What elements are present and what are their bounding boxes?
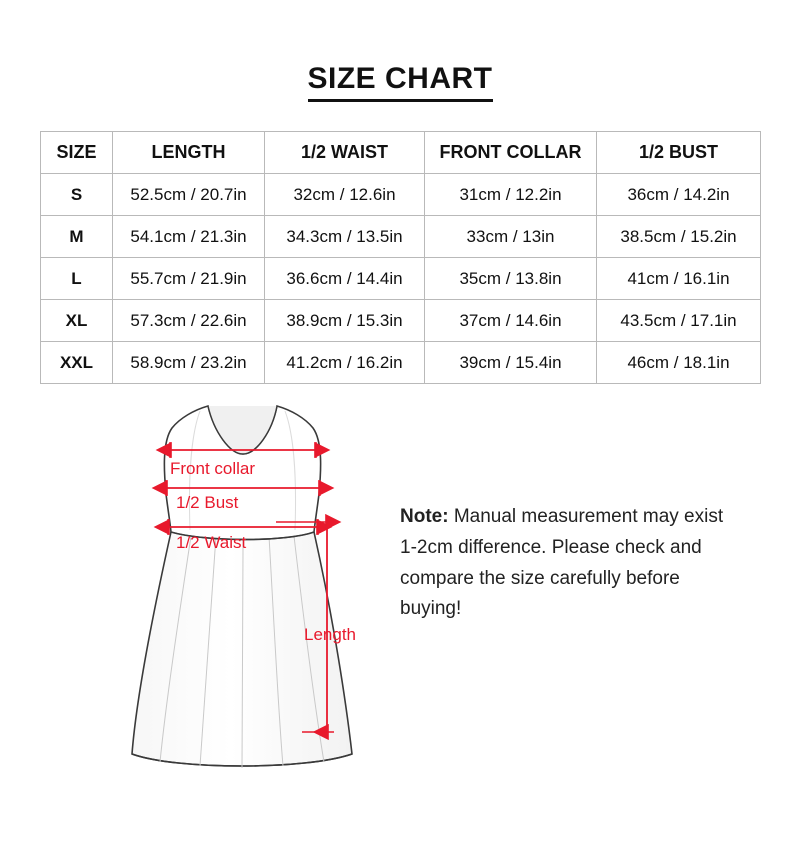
size-chart-table-container — [40, 131, 760, 384]
diagram-and-note-area — [0, 402, 800, 822]
cell-length: 55.7cm / 21.9in — [113, 258, 265, 300]
cell-half-bust: 46cm / 18.1in — [597, 342, 761, 384]
column-header-length: LENGTH — [113, 132, 265, 174]
cell-half-bust: 36cm / 14.2in — [597, 174, 761, 216]
label-front-collar: Front collar — [170, 459, 256, 478]
cell-front-collar: 39cm / 15.4in — [425, 342, 597, 384]
table-row — [41, 174, 761, 216]
table-row — [41, 258, 761, 300]
table-header-row — [41, 132, 761, 174]
cell-half-bust: 38.5cm / 15.2in — [597, 216, 761, 258]
cell-length: 58.9cm / 23.2in — [113, 342, 265, 384]
cell-half-waist: 32cm / 12.6in — [265, 174, 425, 216]
cell-front-collar: 33cm / 13in — [425, 216, 597, 258]
cell-front-collar: 35cm / 13.8in — [425, 258, 597, 300]
table-row — [41, 300, 761, 342]
cell-half-bust: 41cm / 16.1in — [597, 258, 761, 300]
cell-size: XL — [41, 300, 113, 342]
cell-half-waist: 38.9cm / 15.3in — [265, 300, 425, 342]
table-row — [41, 342, 761, 384]
column-header-size: SIZE — [41, 132, 113, 174]
cell-length: 57.3cm / 22.6in — [113, 300, 265, 342]
size-chart-table — [40, 131, 761, 384]
cell-front-collar: 31cm / 12.2in — [425, 174, 597, 216]
dress-diagram — [96, 402, 396, 802]
column-header-half-bust: 1/2 BUST — [597, 132, 761, 174]
page-title-container — [0, 62, 800, 102]
cell-size: M — [41, 216, 113, 258]
label-half-bust: 1/2 Bust — [176, 493, 239, 512]
note-block — [400, 502, 730, 625]
cell-size: S — [41, 174, 113, 216]
cell-half-waist: 41.2cm / 16.2in — [265, 342, 425, 384]
table-row — [41, 216, 761, 258]
cell-size: XXL — [41, 342, 113, 384]
note-text: Manual measurement may exist 1-2cm difference. Please check and compare the size carefully before buying! — [400, 506, 724, 620]
cell-size: L — [41, 258, 113, 300]
cell-half-bust: 43.5cm / 17.1in — [597, 300, 761, 342]
page-title: SIZE CHART — [308, 62, 493, 102]
cell-half-waist: 34.3cm / 13.5in — [265, 216, 425, 258]
label-length: Length — [304, 625, 356, 644]
note-label: Note: — [400, 506, 449, 527]
cell-length: 54.1cm / 21.3in — [113, 216, 265, 258]
cell-front-collar: 37cm / 14.6in — [425, 300, 597, 342]
label-half-waist: 1/2 Waist — [176, 533, 247, 552]
column-header-front-collar: FRONT COLLAR — [425, 132, 597, 174]
cell-half-waist: 36.6cm / 14.4in — [265, 258, 425, 300]
cell-length: 52.5cm / 20.7in — [113, 174, 265, 216]
column-header-half-waist: 1/2 WAIST — [265, 132, 425, 174]
